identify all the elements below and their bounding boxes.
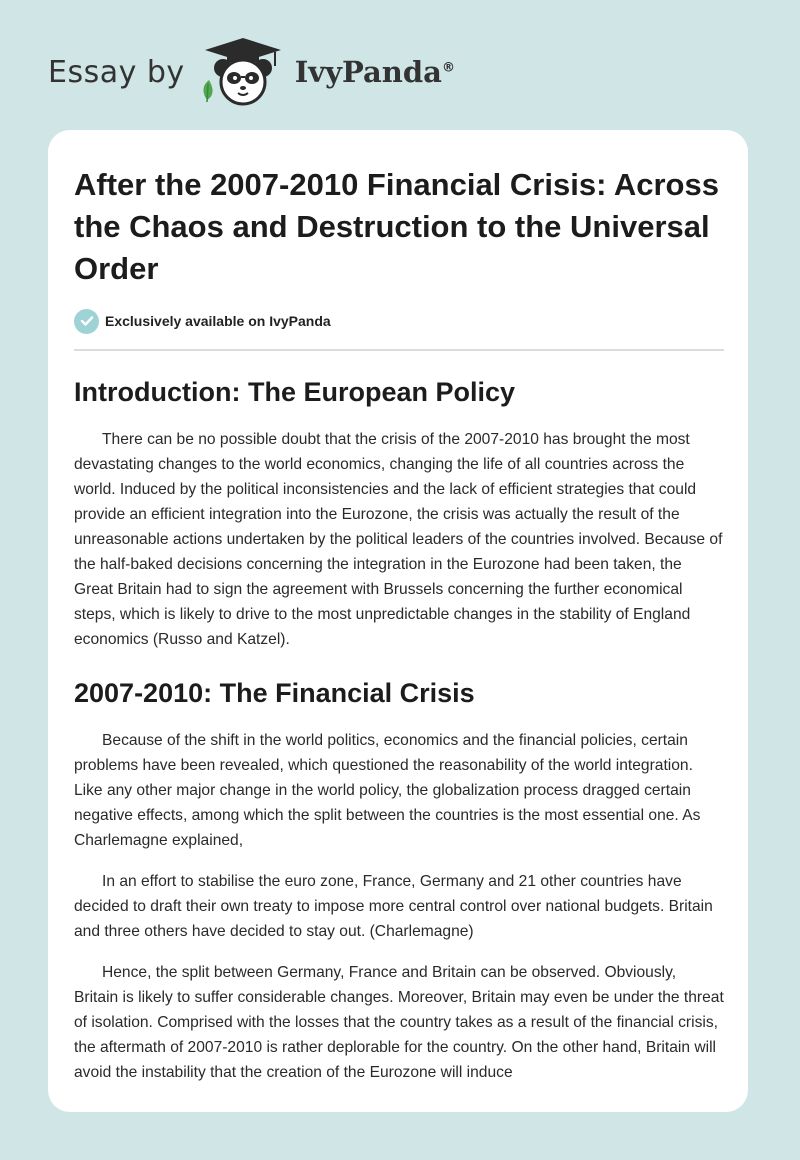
registered-mark: ® [441, 60, 455, 76]
paragraph: Hence, the split between Germany, France and Britain can be observed. Obviously, Britain is likely to suffer considerable changes. Moreover, Britain may even be under the threat of isolation. Comprised with the losses that the country takes as a result of the financial crisis, the aftermath of 2007-2010 is rather deplorable for the country. On the other hand, Britain will avoid the instability that the creation of the Eurozone will induce [74, 964, 724, 1081]
paragraph: Because of the shift in the world politics, economics and the financial policies, certain problems have been revealed, which questioned the reasonability of the world integration. Like any other major change in the world policy, the globalization process dragged certain negative effects, among which the split between the countries is the most essential one. As Charlemagne explained, [74, 732, 701, 849]
paragraph: There can be no possible doubt that the crisis of the 2007-2010 has brought the most devastating changes to the world economics, changing the life of all countries across the world. Induced by the political inconsistencies and the lack of efficient strategies that could provide an efficient integration into the Eurozone, the crisis was actually the result of the unreasonable actions undertaken by the political leaders of the countries involved. Because of the half-baked decisions concerning the integration in the Eurozone had been taken, the Great Britain had to sign the agreement with Brussels concerning the further economical steps, which is likely to drive to the most unpredictable changes in the stability of England economics (Russo and Katzel). [74, 431, 723, 648]
section-heading: 2007-2010: The Financial Crisis [74, 678, 475, 708]
section-heading: Introduction: The European Policy [74, 377, 516, 407]
panda-graduation-cap-icon [197, 36, 289, 108]
essay-by-label: Essay by [48, 54, 185, 90]
block-quote: In an effort to stabilise the euro zone, France, Germany and 21 other countries have decided to draft their own treaty to impose more central control over national budgets. Britain and three others have decided to stay out. (Charlemagne) [74, 873, 713, 940]
exclusive-badge [74, 308, 724, 351]
check-circle-icon [74, 309, 99, 334]
essay-content [74, 164, 724, 1101]
site-header [48, 36, 455, 108]
exclusive-label: Exclusively available on IvyPanda [105, 313, 331, 329]
brand-name: IvyPanda® [294, 55, 455, 89]
essay-title: After the 2007-2010 Financial Crisis: Across the Chaos and Destruction to the Universal Order [74, 167, 719, 286]
essay-card [48, 130, 748, 1112]
